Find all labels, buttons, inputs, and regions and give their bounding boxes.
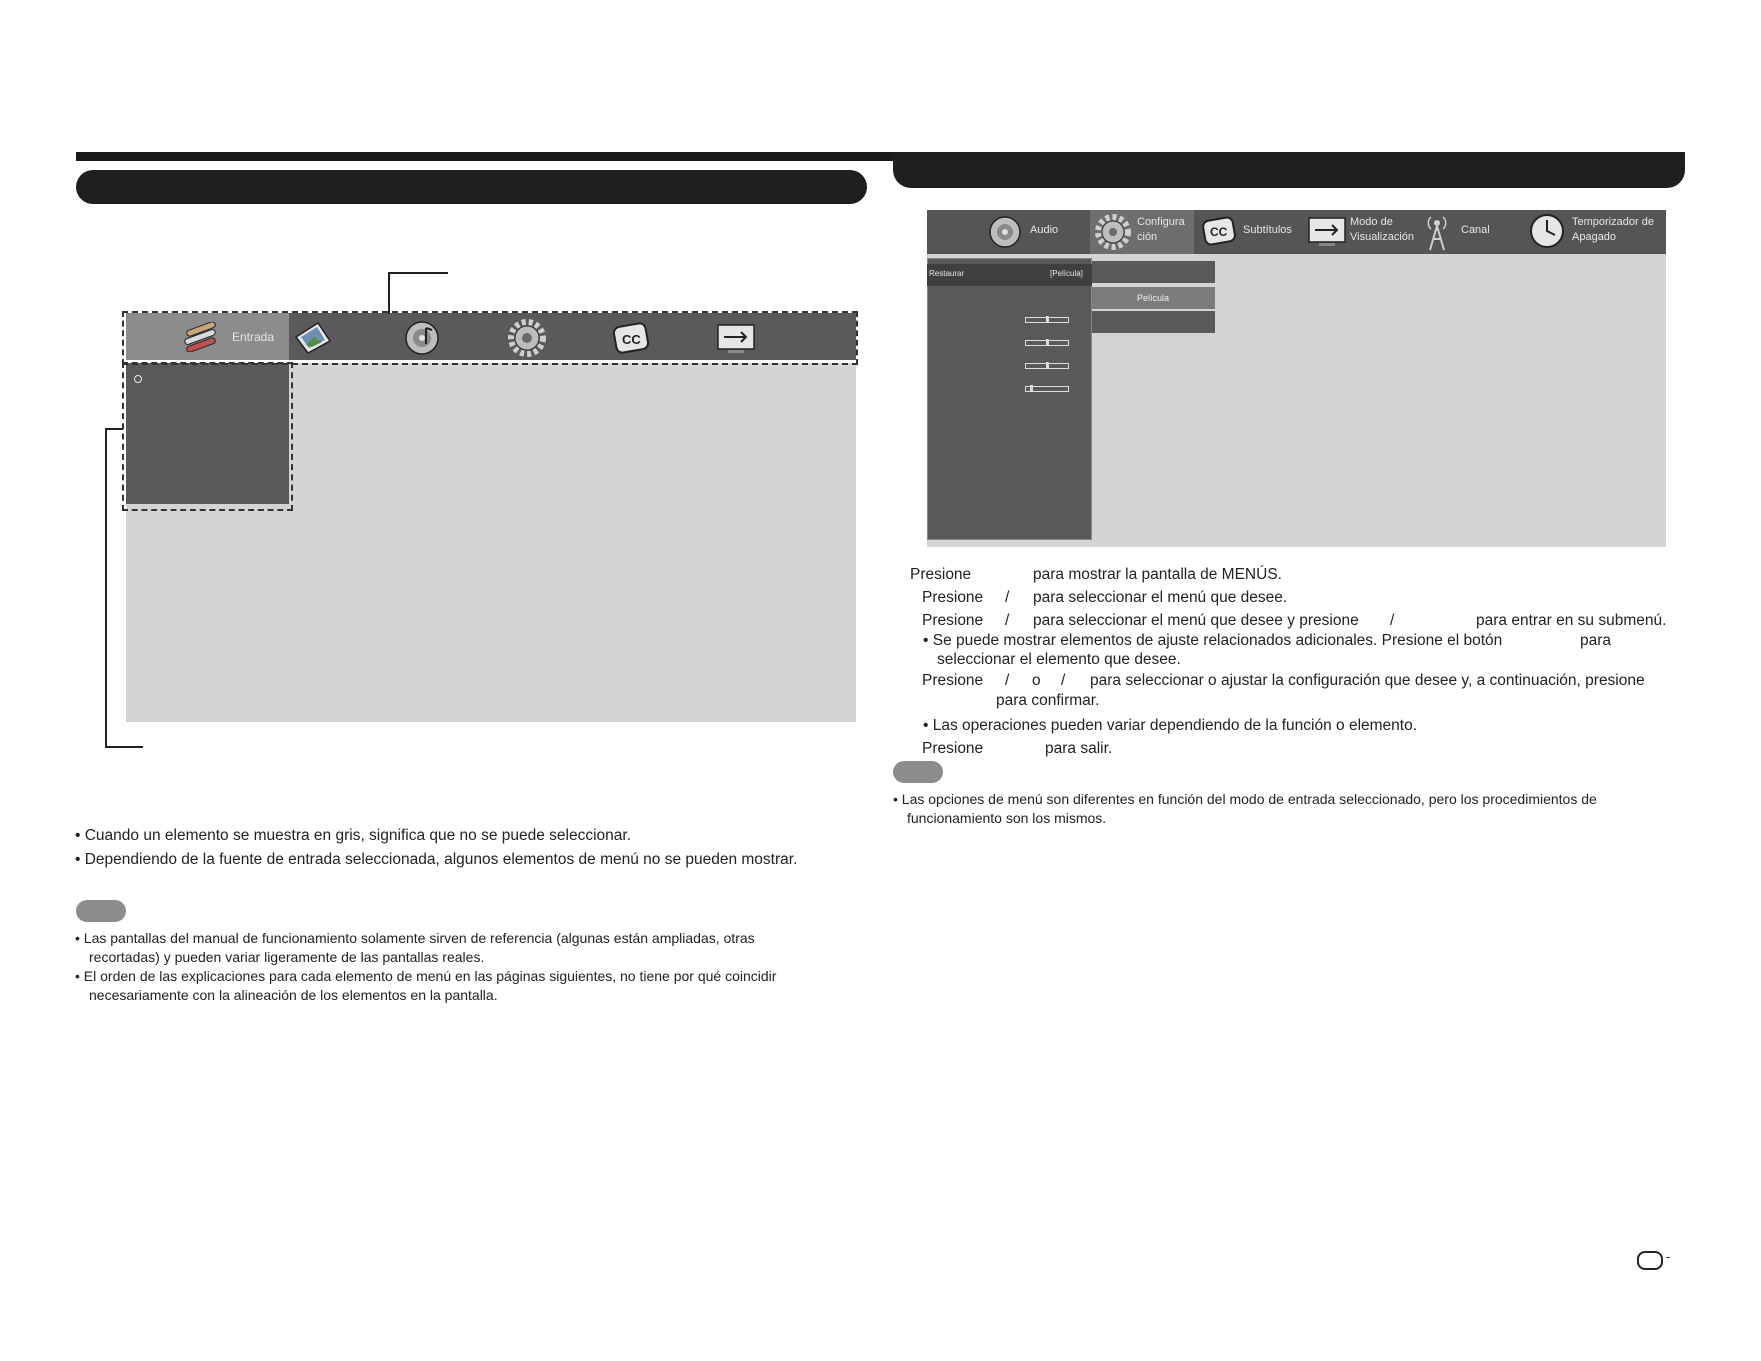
step4-slash: /: [1005, 672, 1010, 689]
adjustment-slider[interactable]: [1025, 317, 1069, 323]
step4-o: o: [1032, 672, 1041, 689]
step2-b: para seleccionar el menú que desee.: [1033, 589, 1288, 606]
step3-a: Presione: [922, 612, 984, 629]
slider-knob[interactable]: [1030, 385, 1033, 391]
dropdown-selected-label: Película: [1137, 293, 1170, 303]
menu-item-temporizador-label-2: Apagado: [1572, 231, 1617, 243]
menu-item-subtitulos-label: Subtítulos: [1243, 224, 1292, 236]
leader-bracket: [105, 746, 143, 748]
menu-item-temporizador-label-1: Temporizador de: [1572, 216, 1654, 228]
left-section-header-bar: [76, 170, 867, 204]
step2-a: Presione: [922, 589, 984, 606]
page-marker: [1637, 1251, 1663, 1270]
menu-item-modo-label-2: Visualización: [1350, 231, 1415, 243]
step3-slash: /: [1005, 612, 1010, 629]
submenu-item-restaurar-label: Restaurar: [929, 269, 965, 278]
slider-knob[interactable]: [1046, 339, 1049, 345]
dropdown-option[interactable]: [1092, 311, 1215, 333]
step1-b: para mostrar la pantalla de MENÚS.: [1033, 566, 1282, 583]
menu-item-canal-label: Canal: [1461, 224, 1490, 236]
step4-bullet: • Las operaciones pueden variar dependiendo de la función o elemento.: [923, 717, 1418, 734]
step1-a: Presione: [910, 566, 972, 583]
leader-bracket: [105, 428, 123, 430]
slider-knob[interactable]: [1046, 362, 1049, 368]
step3-bullet-line1b: para: [1580, 632, 1612, 649]
leader-line: [388, 272, 390, 314]
step2-slash: /: [1005, 589, 1010, 606]
audio-disc-icon[interactable]: [986, 213, 1024, 251]
leader-bracket: [105, 428, 107, 748]
step5-a: Presione: [922, 740, 984, 757]
step3-bullet-line1a: • Se puede mostrar elementos de ajuste relacionados adicionales. Presione el botón: [923, 632, 1503, 649]
step3-slash2: /: [1390, 612, 1395, 629]
step4-b: para seleccionar o ajustar la configuración que desee y, a continuación, presione: [1090, 672, 1645, 689]
settings-gear-icon[interactable]: [1093, 212, 1133, 252]
right-note-line2: funcionamiento son los mismos.: [907, 810, 1107, 826]
right-submenu-panel: [927, 258, 1092, 540]
note-badge: [76, 900, 126, 922]
adjustment-slider[interactable]: [1025, 340, 1069, 346]
adjustment-slider[interactable]: [1025, 386, 1069, 392]
step3-b: para seleccionar el menú que desee y presione: [1033, 612, 1359, 629]
right-section-header-bar: [893, 153, 1685, 188]
menu-item-entrada-label: Entrada: [232, 330, 275, 344]
slider-knob[interactable]: [1046, 316, 1049, 322]
svg-text:CC: CC: [622, 332, 641, 347]
left-bullet-1: • Cuando un elemento se muestra en gris, significa que no se puede seleccionar.: [75, 827, 632, 844]
step3-bullet-line2: seleccionar el elemento que desee.: [937, 651, 1181, 668]
dropdown-option[interactable]: [1092, 261, 1215, 283]
note-badge: [893, 761, 943, 783]
right-note-line1: • Las opciones de menú son diferentes en función del modo de entrada seleccionado, pero los procedimientos de: [893, 791, 1597, 807]
left-note-2-line2: necesariamente con la alineación de los elementos en la pantalla.: [89, 987, 498, 1003]
page-marker-dash: -: [1666, 1249, 1671, 1264]
menu-item-configuracion-label-1: Configura: [1137, 216, 1185, 228]
left-note-1-line1: • Las pantallas del manual de funcionamiento solamente sirven de referencia (algunas están ampliadas, otras: [75, 930, 755, 946]
clock-icon[interactable]: [1528, 212, 1566, 250]
left-note-1-line2: recortadas) y pueden variar ligeramente de las pantallas reales.: [89, 949, 485, 965]
submenu-item-restaurar-value: [Película]: [1050, 269, 1083, 278]
menu-item-modo-label-1: Modo de: [1350, 216, 1393, 228]
view-mode-icon[interactable]: [1307, 216, 1347, 250]
adjustment-slider[interactable]: [1025, 363, 1069, 369]
closed-caption-icon[interactable]: [1201, 214, 1239, 248]
step4-a: Presione: [922, 672, 984, 689]
left-note-2-line1: • El orden de las explicaciones para cada elemento de menú en las páginas siguientes, no tiene por qué coincidir: [75, 968, 777, 984]
menu-item-configuracion-label-2: ción: [1137, 231, 1158, 243]
left-bullet-2: • Dependiendo de la fuente de entrada seleccionada, algunos elementos de menú no se pueden mostrar.: [75, 851, 798, 868]
step5-b: para salir.: [1045, 740, 1113, 757]
step4-line2: para confirmar.: [996, 692, 1100, 709]
antenna-icon[interactable]: [1422, 212, 1452, 252]
submenu-callout-frame: [122, 362, 293, 511]
step3-c: para entrar en su submenú.: [1476, 612, 1667, 629]
step4-slash2: /: [1061, 672, 1066, 689]
svg-text:CC: CC: [1210, 225, 1228, 239]
menu-item-audio-label: Audio: [1030, 224, 1059, 236]
menu-bar-callout-frame: [122, 311, 858, 365]
leader-line: [388, 272, 448, 274]
